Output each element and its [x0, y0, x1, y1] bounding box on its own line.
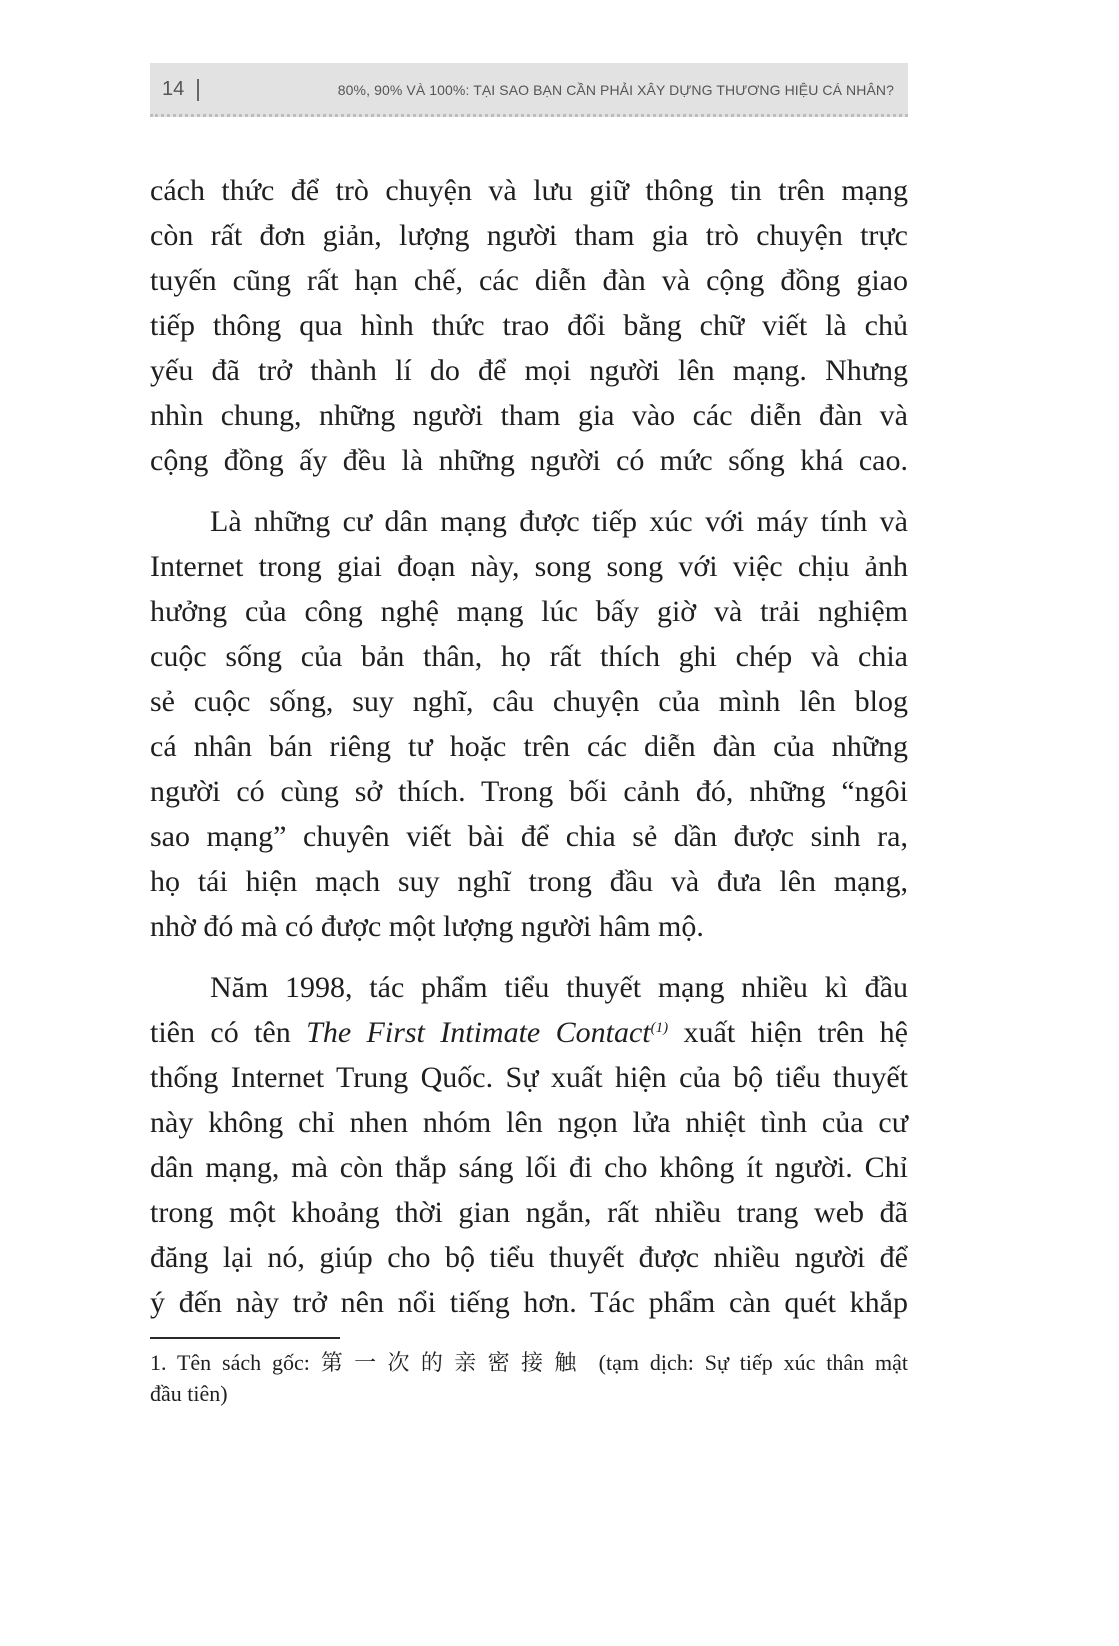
page-number: 14 [162, 78, 185, 100]
text-line: Internet trong giai đoạn này, song song với việc chịu ảnh [150, 550, 908, 583]
text-line: trong một khoảng thời gian ngắn, rất nhiều trang web đã [150, 1196, 908, 1229]
text-line: sao mạng” chuyên viết bài để chia sẻ dần được sinh ra, [150, 820, 908, 853]
text-line: thống Internet Trung Quốc. Sự xuất hiện của bộ tiểu thuyết [150, 1061, 908, 1094]
footnote-line [150, 1348, 908, 1379]
text-line: Là những cư dân mạng được tiếp xúc với máy tính và [210, 505, 908, 538]
text-line: tuyến cũng rất hạn chế, các diễn đàn và cộng đồng giao [150, 264, 908, 297]
text-line: yếu đã trở thành lí do để mọi người lên mạng. Nhưng [150, 354, 908, 387]
text-fragment: xuất hiện trên hệ [668, 1016, 908, 1049]
book-title: The First Intimate Contact [306, 1016, 651, 1049]
page-body [150, 168, 908, 1325]
footnote [150, 1348, 908, 1409]
text-line: này không chỉ nhen nhóm lên ngọn lửa nhiệt tình của cư [150, 1106, 908, 1139]
text-line-with-title [150, 1010, 908, 1055]
text-fragment: tiên có tên [150, 1016, 307, 1049]
footnote-suffix: (tạm dịch: Sự tiếp xúc thân mật [587, 1350, 908, 1375]
text-line: cách thức để trò chuyện và lưu giữ thông tin trên mạng [150, 174, 908, 207]
header-divider [197, 79, 199, 101]
footnote-line: đầu tiên) [150, 1381, 228, 1406]
text-line: nhìn chung, những người tham gia vào các diễn đàn và [150, 399, 908, 432]
text-line: nhờ đó mà có được một lượng người hâm mộ. [150, 910, 704, 943]
text-line: cuộc sống của bản thân, họ rất thích ghi chép và chia [150, 640, 908, 673]
text-line: dân mạng, mà còn thắp sáng lối đi cho không ít người. Chỉ [150, 1151, 908, 1184]
text-line: sẻ cuộc sống, suy nghĩ, câu chuyện của mình lên blog [150, 685, 908, 718]
paragraph-1 [150, 168, 908, 483]
text-line: hưởng của công nghệ mạng lúc bấy giờ và trải nghiệm [150, 595, 908, 628]
running-header [150, 63, 908, 117]
original-title: 第一次的亲密接触 [320, 1351, 588, 1376]
running-title: 80%, 90% VÀ 100%: TẠI SAO BẠN CẦN PHẢI XÂY DỰNG THƯƠNG HIỆU CÁ NHÂN? [337, 82, 894, 98]
footnote-reference[interactable]: (1) [650, 1020, 669, 1036]
text-line: người có cùng sở thích. Trong bối cảnh đó, những “ngôi [150, 775, 908, 808]
text-line: Năm 1998, tác phẩm tiểu thuyết mạng nhiều kì đầu [210, 971, 908, 1004]
text-line: cá nhân bán riêng tư hoặc trên các diễn đàn của những [150, 730, 908, 763]
footnote-prefix: 1. Tên sách gốc: [150, 1350, 321, 1375]
footnote-rule [150, 1337, 340, 1339]
text-line: họ tái hiện mạch suy nghĩ trong đầu và đưa lên mạng, [150, 865, 908, 898]
text-line: cộng đồng ấy đều là những người có mức sống khá cao. [150, 444, 908, 477]
text-line: ý đến này trở nên nổi tiếng hơn. Tác phẩm càn quét khắp [150, 1286, 908, 1319]
paragraph-2 [150, 499, 908, 949]
text-line: đăng lại nó, giúp cho bộ tiểu thuyết được nhiều người để [150, 1241, 908, 1274]
paragraph-3 [150, 965, 908, 1325]
text-line: còn rất đơn giản, lượng người tham gia trò chuyện trực [150, 219, 908, 252]
text-line: tiếp thông qua hình thức trao đổi bằng chữ viết là chủ [150, 309, 908, 342]
